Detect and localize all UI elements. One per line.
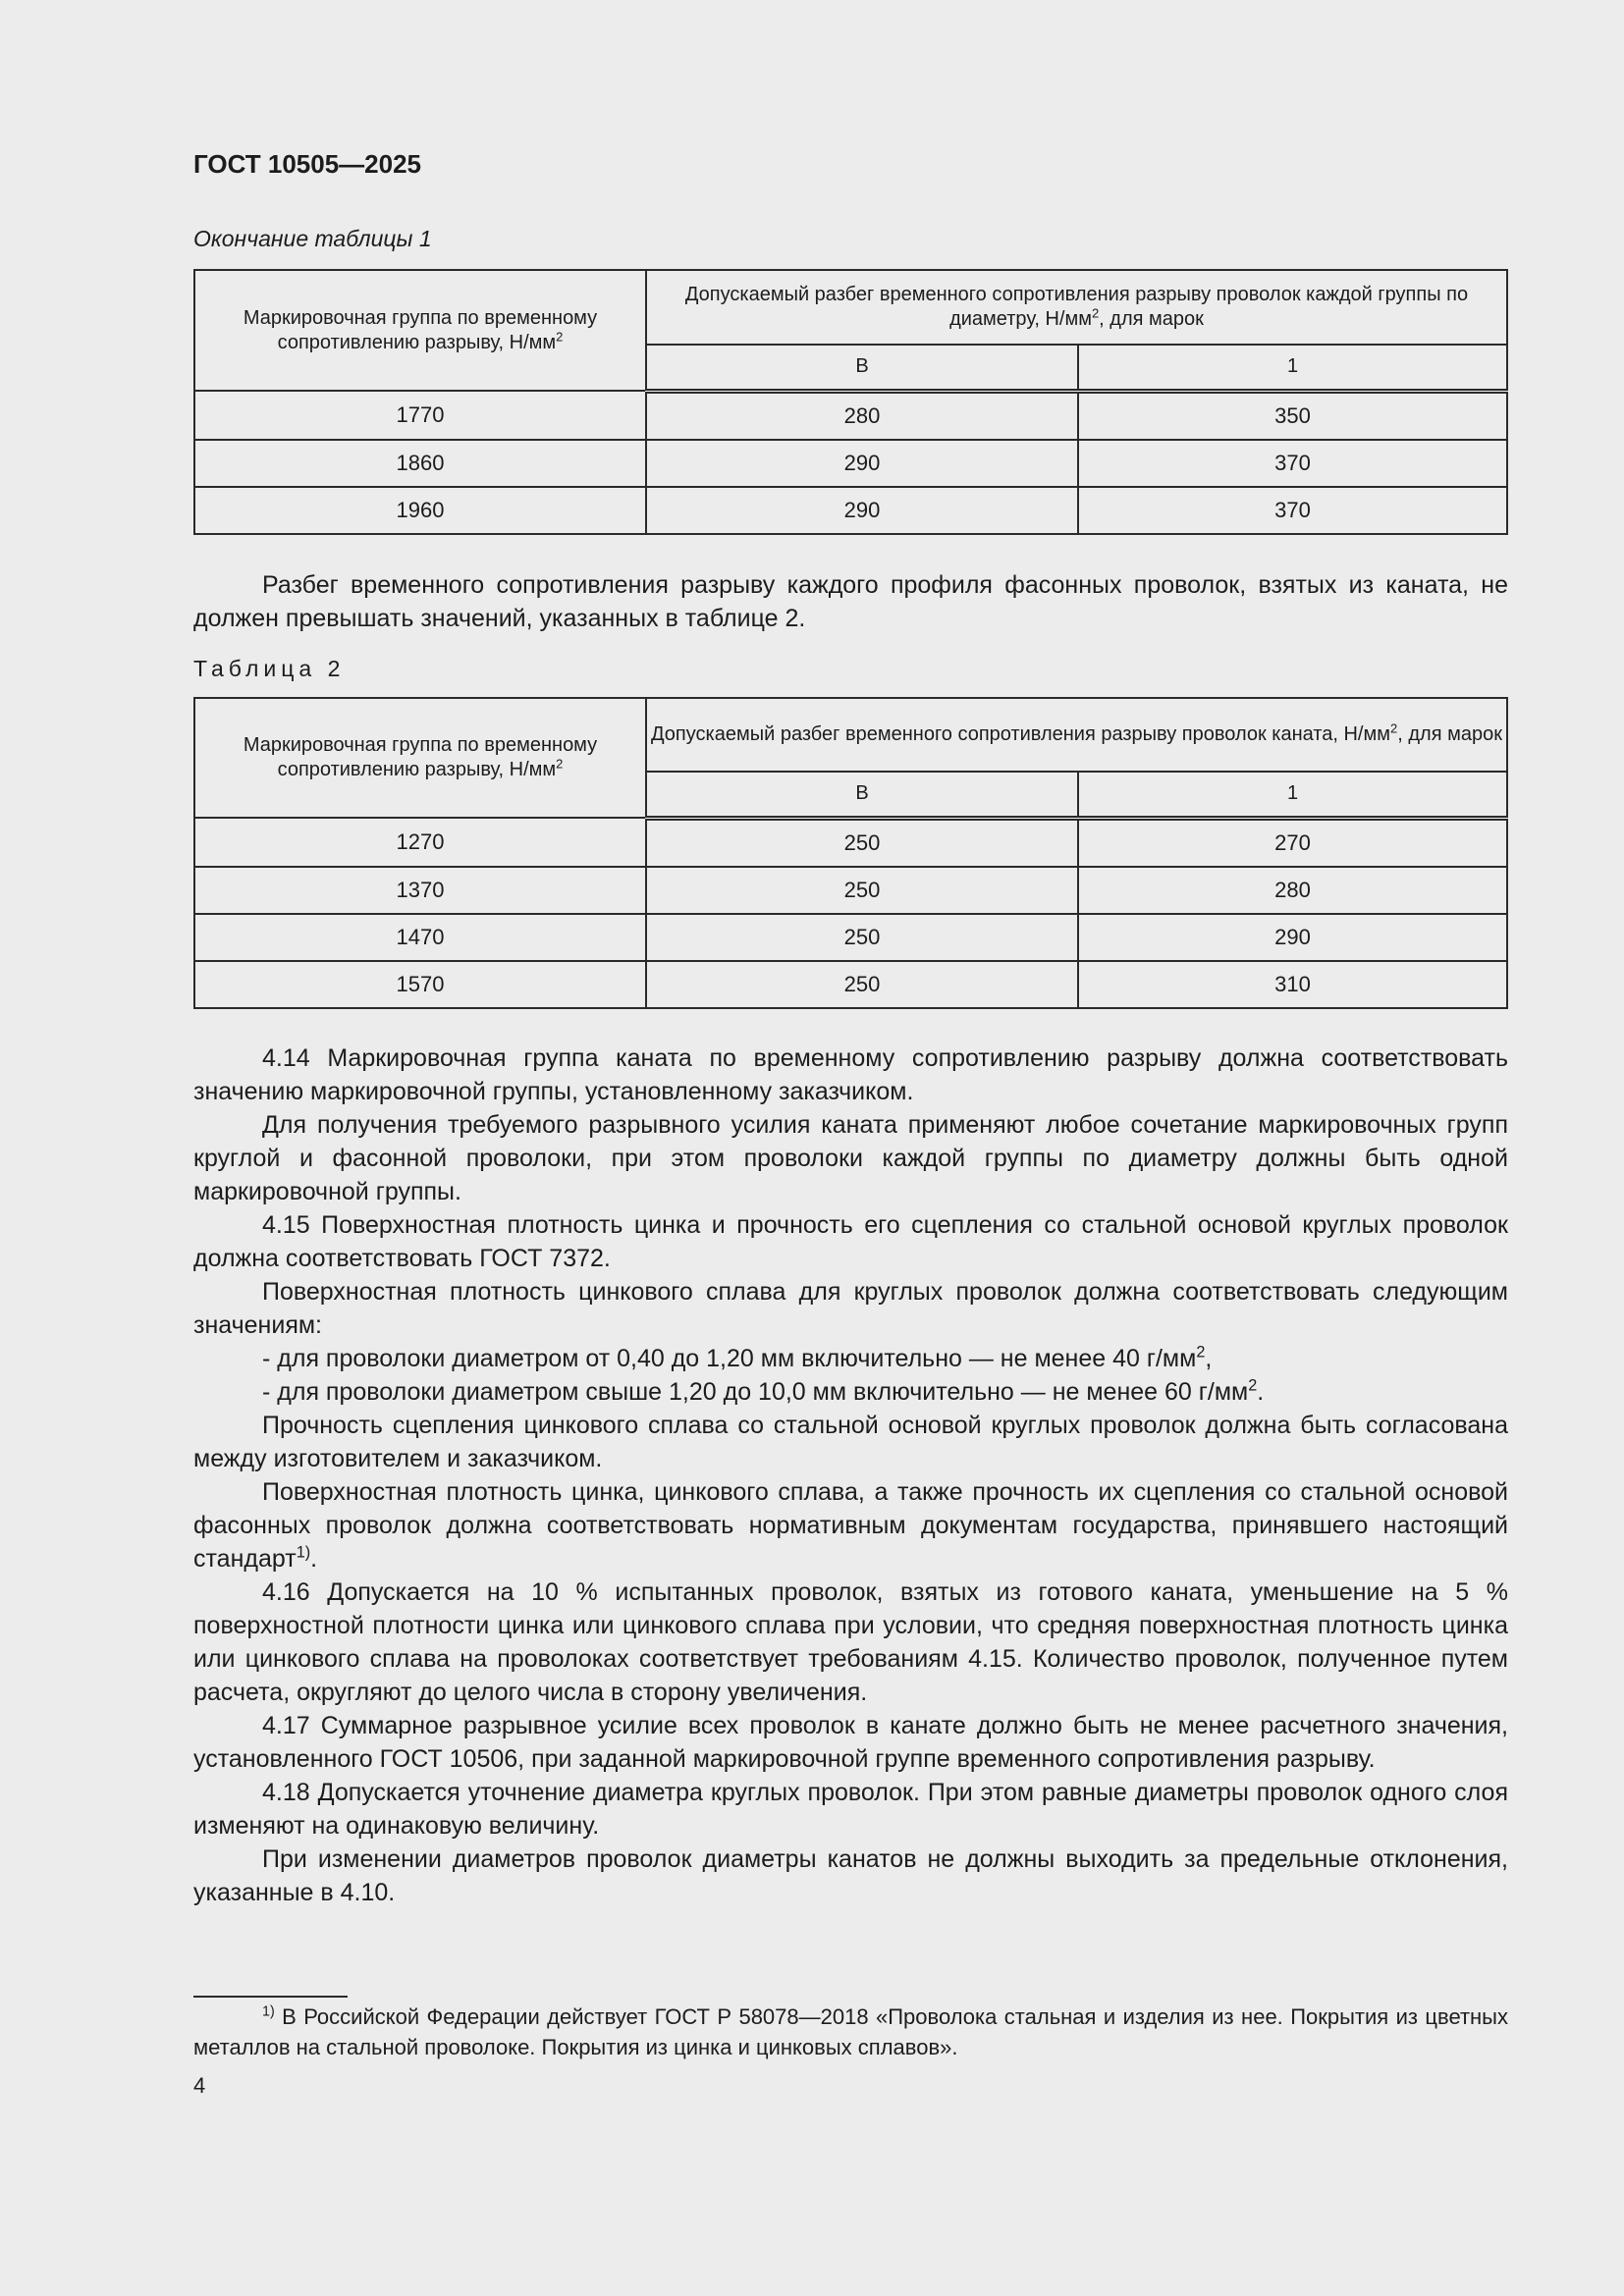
clause-4-15: 4.15 Поверхностная плотность цинка и прочность его сцепления со стальной основой круглых проволок должна соответствовать ГОСТ 7372. [193,1211,1508,1272]
table-cell: 290 [646,440,1078,487]
table-cell: 250 [646,867,1078,914]
clause-4-17: 4.17 Суммарное разрывное усилие всех проволок в канате должно быть не менее расчетного значения, установленного ГОСТ 10506, при заданной маркировочной группе временного сопротивления разрыву. [193,1712,1508,1773]
table-cell: 1770 [194,391,646,440]
table-cell: 1270 [194,818,646,867]
table1-group-header: Допускаемый разбег временного сопротивления разрыву проволок каждой группы по диаметру, $Н/мм^2$, для марок [646,270,1507,345]
table-row [194,440,1507,487]
footnote-reference: 1) [296,1543,311,1562]
footnote: $^{1)}$ В Российской Федерации действует ГОСТ Р 58078—2018 «Проволока стальная и изделия из нее. Покрытия из цветных металлов на стальной проволоке. Покрытия из цинка и цинковых сплавов». [193,2003,1508,2059]
table2-subheader-1: 1 [1078,772,1507,818]
document-code: ГОСТ 10505—2025 [193,149,421,179]
table1-col1-header: Маркировочная группа по временному сопротивлению разрыву, $Н/мм^2$ [194,270,646,391]
table-row [194,391,1507,440]
clause-4-16: 4.16 Допускается на 10 % испытанных проволок, взятых из готового каната, уменьшение на 5 % поверхностной плотности цинка или цинкового сплава при условии, что средняя поверхностная плотность цинка или цинкового сплава на проволоках соответствует требованиям 4.15. Количество проволок, полученное путем расчета, округляют до целого числа в сторону увеличения. [193,1578,1508,1706]
table-cell: 290 [1078,914,1507,961]
table-row [194,818,1507,867]
table-cell: 370 [1078,487,1507,534]
table-row [194,867,1507,914]
table1-subheader-b: В [646,345,1078,391]
clause-4-14: 4.14 Маркировочная группа каната по временному сопротивлению разрыву должна соответствовать значению маркировочной группы, установленному заказчиком. [193,1044,1508,1105]
table-cell: 250 [646,914,1078,961]
table-cell: 310 [1078,961,1507,1008]
table-cell: 1570 [194,961,646,1008]
paragraph-between-tables: Разбег временного сопротивления разрыву каждого профиля фасонных проволок, взятых из каната, не должен превышать значений, указанных в таблице 2. [193,571,1508,632]
table2-subheader-b: В [646,772,1078,818]
clause-4-18-paragraph: При изменении диаметров проволок диаметры канатов не должны выходить за предельные отклонения, указанные в 4.10. [193,1845,1508,1906]
table1-caption: Окончание таблицы 1 [193,226,432,251]
table-row [194,914,1507,961]
table-row [194,961,1507,1008]
table-row [194,487,1507,534]
table-cell: 1960 [194,487,646,534]
footnote-marker: 1) [262,2003,275,2020]
table1 [193,269,1508,535]
page-number: 4 [193,2073,206,2098]
clause-4-14-paragraph: Для получения требуемого разрывного усилия каната применяют любое сочетание маркировочных групп круглой и фасонной проволоки, при этом проволоки каждой группы по диаметру должны быть одной маркировочной группы. [193,1111,1508,1205]
table-cell: 250 [646,961,1078,1008]
body-text [193,1041,1508,1909]
footnote-divider [193,1996,348,1998]
table-cell: 1370 [194,867,646,914]
table-cell: 1860 [194,440,646,487]
list-item: - для проволоки диаметром от 0,40 до 1,20 мм включительно — не менее 40 $г/мм^2$, [262,1343,1213,1372]
table-cell: 250 [646,818,1078,867]
clause-4-15-paragraph: Поверхностная плотность цинкового сплава для круглых проволок должна соответствовать следующим значениям: [193,1278,1508,1339]
table2-col1-header: Маркировочная группа по временному сопротивлению разрыву, $Н/мм^2$ [194,698,646,818]
table-cell: 290 [646,487,1078,534]
table-cell: 280 [646,391,1078,440]
clause-4-18: 4.18 Допускается уточнение диаметра круглых проволок. При этом равные диаметры проволок одного слоя изменяют на одинаковую величину. [193,1779,1508,1840]
table2-group-header: Допускаемый разбег временного сопротивления разрыву проволок каната, $Н/мм^2$, для марок [646,698,1507,772]
table-cell: 370 [1078,440,1507,487]
table-cell: 270 [1078,818,1507,867]
clause-4-15-shaped-wires: Поверхностная плотность цинка, цинкового сплава, а также прочность их сцепления со стальной основой фасонных проволок должна соответствовать нормативным документам государства, принявшего настоящий стандарт$^{1)}$. [193,1478,1508,1573]
table1-subheader-1: 1 [1078,345,1507,391]
table-cell: 1470 [194,914,646,961]
clause-4-15-adhesion: Прочность сцепления цинкового сплава со стальной основой круглых проволок должна быть согласована между изготовителем и заказчиком. [193,1412,1508,1472]
list-item: - для проволоки диаметром свыше 1,20 до 10,0 мм включительно — не менее 60 $г/мм^2$. [262,1376,1265,1406]
table2 [193,697,1508,1009]
table-cell: 280 [1078,867,1507,914]
table2-caption: Таблица 2 [193,656,346,681]
table-cell: 350 [1078,391,1507,440]
